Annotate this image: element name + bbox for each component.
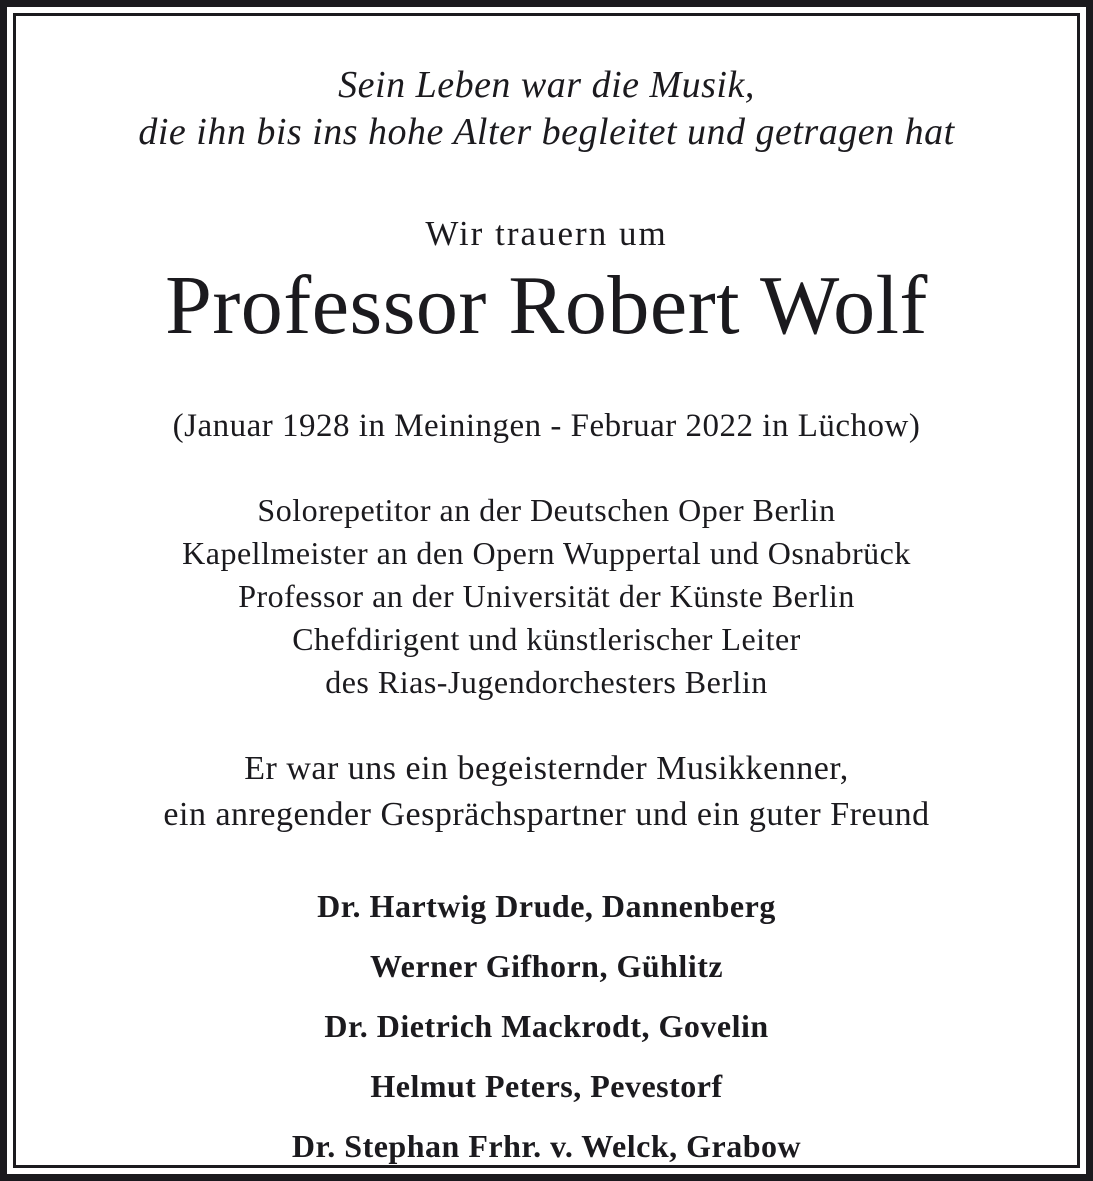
mourner-line: Dr. Stephan Frhr. v. Welck, Grabow — [291, 1128, 802, 1165]
deceased-name: Professor Robert Wolf — [165, 259, 928, 352]
mourner-line: Helmut Peters, Pevestorf — [370, 1068, 723, 1105]
epigraph — [16, 62, 1077, 156]
position-line: Professor an der Universität der Künste Berlin — [238, 578, 855, 615]
mourning-intro: Wir trauern um — [425, 214, 668, 253]
mourner-line: Dr. Hartwig Drude, Dannenberg — [317, 888, 776, 925]
epigraph-line-1: Sein Leben war die Musik, — [338, 64, 755, 106]
position-line: des Rias-Jugendorchesters Berlin — [325, 664, 768, 701]
position-line: Solorepetitor an der Deutschen Oper Berlin — [257, 492, 836, 529]
obituary-content — [16, 16, 1077, 1168]
mourner-line: Dr. Dietrich Mackrodt, Govelin — [324, 1008, 769, 1045]
tribute — [16, 746, 1077, 838]
epigraph-line-2: die ihn bis ins hohe Alter begleitet und getragen hat — [138, 111, 955, 153]
positions-list — [16, 489, 1077, 704]
mourner-line: Werner Gifhorn, Gühlitz — [369, 948, 724, 985]
position-line: Kapellmeister an den Opern Wuppertal und Osnabrück — [182, 535, 911, 572]
life-dates: (Januar 1928 in Meiningen - Februar 2022 in Lüchow) — [172, 408, 921, 445]
obituary-inner-border — [13, 13, 1080, 1168]
position-line: Chefdirigent und künstlerischer Leiter — [292, 621, 801, 658]
tribute-line-1: Er war uns ein begeisternder Musikkenner, — [244, 750, 849, 788]
tribute-line-2: ein anregender Gesprächspartner und ein guter Freund — [163, 796, 930, 834]
mourners-list — [16, 876, 1077, 1168]
